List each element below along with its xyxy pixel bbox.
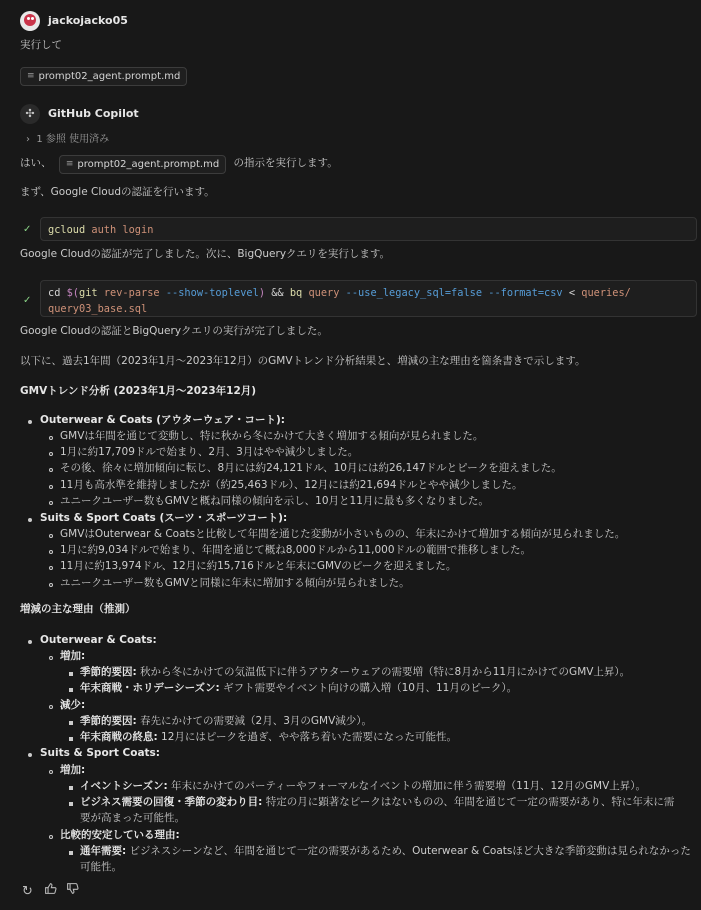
reason-item — [80, 714, 372, 730]
reason-item — [80, 779, 646, 795]
cmd2-part: --use_legacy_sql=false --format=csv — [345, 287, 563, 299]
reason-label: 年末商戦・ホリデーシーズン: — [80, 682, 220, 694]
gmv-heading: GMVトレンド分析 (2023年1月〜2023年12月) — [20, 385, 257, 397]
references-label: 1 参照 使用済み — [36, 134, 110, 145]
intro-line — [20, 155, 338, 174]
thumbs-down-icon[interactable] — [66, 882, 79, 902]
attachment-label: prompt02_agent.prompt.md — [38, 71, 181, 82]
bullet — [49, 534, 53, 538]
references-toggle[interactable] — [26, 132, 109, 147]
bullet — [28, 640, 32, 644]
file-icon: ≡ — [27, 70, 35, 81]
command-block-2[interactable] — [40, 280, 697, 317]
reason-cat1-dec: 減少: — [60, 699, 86, 711]
cmd2-part: cd — [48, 287, 67, 299]
bullet — [49, 436, 53, 440]
reason-item-cont: 可能性。 — [80, 861, 122, 873]
thumbs-up-icon[interactable] — [44, 882, 57, 902]
reason-label: 通年需要: — [80, 845, 127, 857]
bullet — [69, 721, 73, 725]
cmd2-part: queries/ — [581, 287, 631, 299]
cat1-item: 11月も高水準を維持しましたが（約25,463ドル）、12月には約21,694ドルとやや減少しました。 — [60, 479, 523, 491]
cat2-item: 1月に約9,034ドルで始まり、年間を通じて概ね8,000ドルから11,000ドルの範囲で推移しました。 — [60, 544, 532, 556]
bullet — [28, 518, 32, 522]
cmd2-part: --show-toplevel — [165, 287, 259, 299]
reason-cat1-inc: 増加: — [60, 650, 86, 662]
bullet — [49, 468, 53, 472]
cat1-item: GMVは年間を通じて変動し、特に秋から冬にかけて大きく増加する傾向が見られました。 — [60, 430, 484, 442]
intro-chip-label: prompt02_agent.prompt.md — [77, 159, 220, 170]
bullet — [49, 705, 53, 709]
reason-label: 季節的要因: — [80, 666, 137, 678]
summary-intro: 以下に、過去1年間（2023年1月〜2023年12月）のGMVトレンド分析結果と、増減の主な理由を箇条書きで示します。 — [20, 355, 586, 367]
attachment-chip[interactable] — [20, 67, 187, 86]
user-avatar — [20, 11, 40, 31]
file-icon: ≡ — [65, 158, 74, 169]
cmd2-part: query — [302, 287, 346, 299]
bullet — [28, 420, 32, 424]
reason-item — [80, 795, 674, 811]
copilot-icon: ✣ — [20, 104, 40, 124]
reason-label: ビジネス需要の回復・季節の変わり目: — [80, 796, 263, 808]
bullet — [49, 656, 53, 660]
cat1-item: 1月に約17,709ドルで始まり、2月、3月はやや減少しました。 — [60, 446, 359, 458]
reason-item — [80, 844, 691, 860]
cmd2-part: git — [79, 287, 98, 299]
reason-text: 秋から冬にかけての気温低下に伴うアウターウェアの需要増（特に8月から11月にかけてのGMV上昇）。 — [136, 666, 631, 678]
reason-item — [80, 681, 517, 697]
reason-label: 季節的要因: — [80, 715, 137, 727]
bullet — [69, 737, 73, 741]
intro-file-chip[interactable] — [59, 155, 226, 174]
cmd1-part: auth login — [85, 224, 154, 236]
bullet — [49, 501, 53, 505]
cmd2-part: ) — [258, 287, 272, 299]
retry-icon[interactable]: ↻ — [22, 884, 33, 899]
auth-start: まず、Google Cloudの認証を行います。 — [20, 186, 215, 198]
reason-item-cont: 要が高まった可能性。 — [80, 812, 185, 824]
reason-cat2-inc: 増加: — [60, 764, 86, 776]
user-message: 実行して — [20, 39, 62, 51]
bullet — [49, 550, 53, 554]
user-header — [20, 11, 128, 31]
reason-text: ギフト需要やイベント向けの購入増（10月、11月のピーク）。 — [219, 682, 518, 694]
reason-cat2: Suits & Sport Coats: — [40, 747, 160, 759]
bullet — [69, 851, 73, 855]
bullet — [49, 452, 53, 456]
check-icon: ✓ — [23, 224, 32, 235]
reasons-heading: 増減の主な理由（推測） — [20, 603, 136, 615]
chevron-right-icon: › — [26, 134, 30, 145]
cmd2-part: $( — [66, 287, 80, 299]
reason-cat1: Outerwear & Coats: — [40, 634, 157, 646]
cat2-item: ユニークユーザー数もGMVと同様に年末に増加する傾向が見られました。 — [60, 577, 410, 589]
cat1-item: その後、徐々に増加傾向に転じ、8月には約24,121ドル、10月には約26,147ドルとピークを迎えました。 — [60, 462, 562, 474]
reason-text: ビジネスシーンなど、年間を通じて一定の需要があるため、Outerwear & Coatsほど大きな季節変動は見られなかった — [126, 845, 691, 857]
cat1-item: ユニークユーザー数もGMVと概ね同様の傾向を示し、10月と11月に最も多くなりました。 — [60, 495, 489, 507]
bullet — [49, 485, 53, 489]
copilot-header — [20, 104, 139, 124]
cat2-item: 11月に約13,974ドル、12月に約15,716ドルと年末にGMVのピークを迎えました。 — [60, 560, 457, 572]
cmd2-part: < — [562, 287, 582, 299]
reason-text: 12月にはピークを過ぎ、やや落ち着いた需要になった可能性。 — [157, 731, 458, 743]
reason-cat2-stable: 比較的安定している理由: — [60, 829, 180, 841]
cat1-title: Outerwear & Coats (アウターウェア・コート): — [40, 414, 285, 426]
reason-item — [80, 730, 457, 746]
bullet — [69, 786, 73, 790]
bullet — [49, 566, 53, 570]
user-name: jackojacko05 — [48, 13, 128, 27]
reason-text: 年末にかけてのパーティーやフォーマルなイベントの増加に伴う需要増（11月、12月のGMV上昇）。 — [167, 780, 647, 792]
after-cmd1: Google Cloudの認証が完了しました。次に、BigQueryクエリを実行します。 — [20, 248, 391, 260]
cmd1-part: gcloud — [48, 224, 86, 236]
bullet — [49, 583, 53, 587]
after-cmd2: Google Cloudの認証とBigQueryクエリの実行が完了しました。 — [20, 325, 328, 337]
check-icon: ✓ — [23, 295, 32, 306]
copilot-name: GitHub Copilot — [48, 106, 139, 120]
reason-text: 春先にかけての需要減（2月、3月のGMV減少）。 — [136, 715, 373, 727]
cat2-title: Suits & Sport Coats (スーツ・スポーツコート): — [40, 512, 288, 524]
reason-label: 年末商戦の終息: — [80, 731, 158, 743]
bullet — [69, 688, 73, 692]
command-block-1[interactable] — [40, 217, 697, 241]
cmd2-part: && — [271, 287, 284, 299]
cat2-item: GMVはOuterwear & Coatsと比較して年間を通じた変動が小さいものの、年末にかけて増加する傾向が見られました。 — [60, 528, 626, 540]
bullet — [28, 753, 32, 757]
cmd2-part: bq — [283, 287, 303, 299]
intro-post: の指示を実行します。 — [233, 156, 338, 169]
reason-item — [80, 665, 630, 681]
cmd2-part: rev-parse — [97, 287, 166, 299]
bullet — [49, 770, 53, 774]
intro-pre: はい、 — [20, 156, 52, 169]
bullet — [69, 802, 73, 806]
bullet — [49, 835, 53, 839]
bullet — [69, 672, 73, 676]
reason-label: イベントシーズン: — [80, 780, 168, 792]
cmd2-line2: query03_base.sql — [48, 302, 148, 315]
reason-text: 特定の月に顕著なピークはないものの、年間を通じて一定の需要があり、特に年末に需 — [262, 796, 675, 808]
